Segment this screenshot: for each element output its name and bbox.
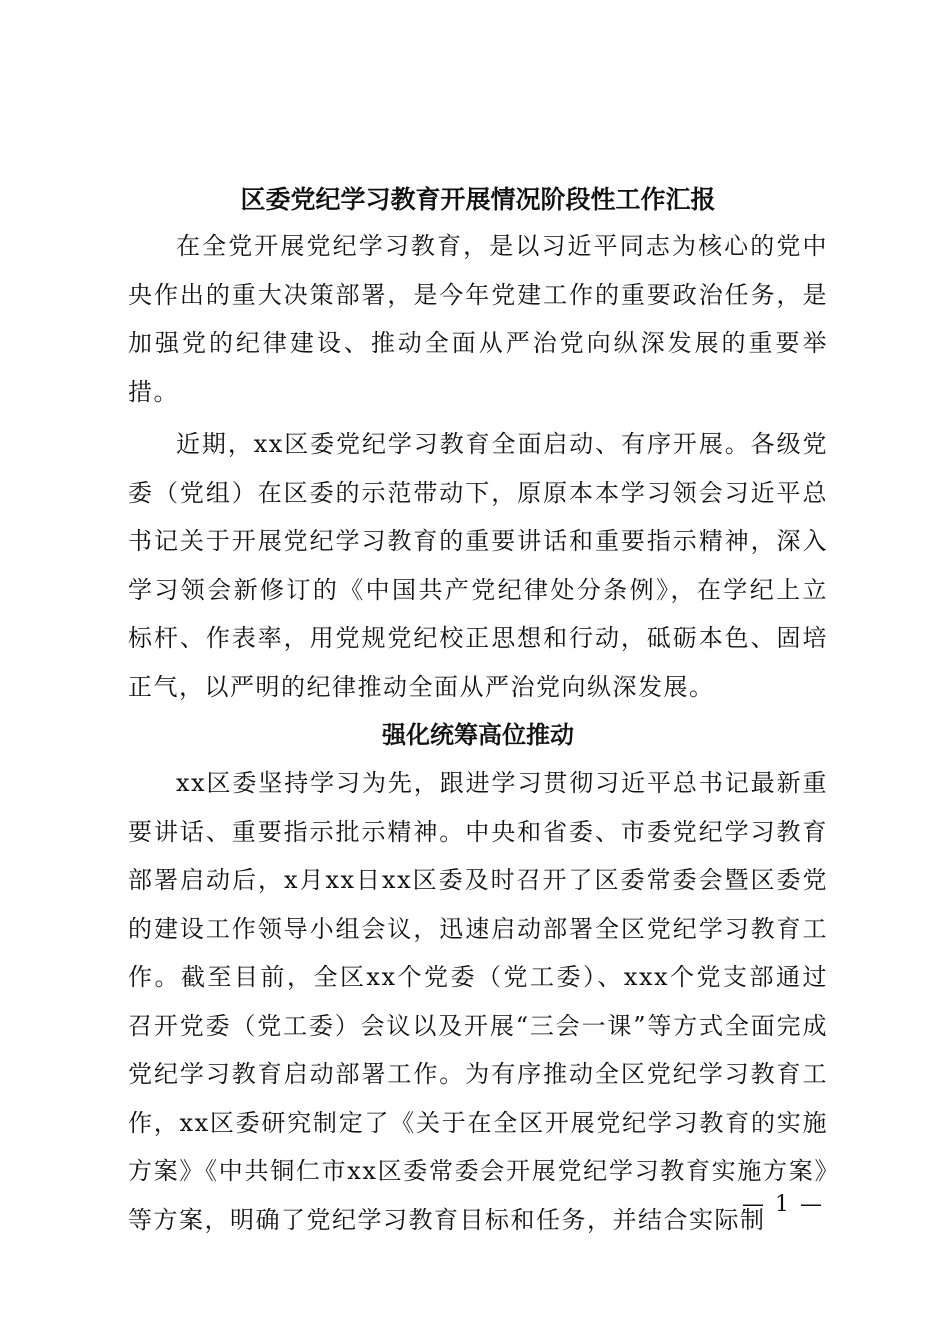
document-title: 区委党纪学习教育开展情况阶段性工作汇报 [240,185,716,214]
section-heading: 强化统筹高位推动 [382,720,574,749]
paragraph-intro-1: 在全党开展党纪学习教育，是以习近平同志为核心的党中央作出的重大决策部署，是今年党建工作的重要政治任务，是加强党的纪律建设、推动全面从严治党向纵深发展的重要举措。 [128,232,828,406]
page-number: — 1 — [742,1192,824,1217]
paragraph-section-1: xx区委坚持学习为先，跟进学习贯彻习近平总书记最新重要讲话、重要指示批示精神。中央和省委、市委党纪学习教育部署启动后，x月xx日xx区委及时召开了区委常委会暨区委党的建设工作领导小组会议，迅速启动部署全区党纪学习教育工作。截至目前，全区xx个党委（党工委）、xxx个党支部通过召开党委（党工委）会议以及开展“三会一课”等方式全面完成党纪学习教育启动部署工作。为有序推动全区党纪学习教育工作，xx区委研究制定了《关于在全区开展党纪学习教育的实施方案》《中共铜仁市xx区委常委会开展党纪学习教育实施方案》等方案，明确了党纪学习教育目标和任务，并结合实际制 [128,769,828,1234]
document-body [128,182,828,1244]
paragraph-intro-2: 近期，xx区委党纪学习教育全面启动、有序开展。各级党委（党组）在区委的示范带动下，原原本本学习领会习近平总书记关于开展党纪学习教育的重要讲话和重要指示精神，深入学习领会新修订的《中国共产党纪律处分条例》，在学纪上立标杆、作表率，用党规党纪校正思想和行动，砥砺本色、固培正气，以严明的纪律推动全面从严治党向纵深发展。 [128,430,828,701]
